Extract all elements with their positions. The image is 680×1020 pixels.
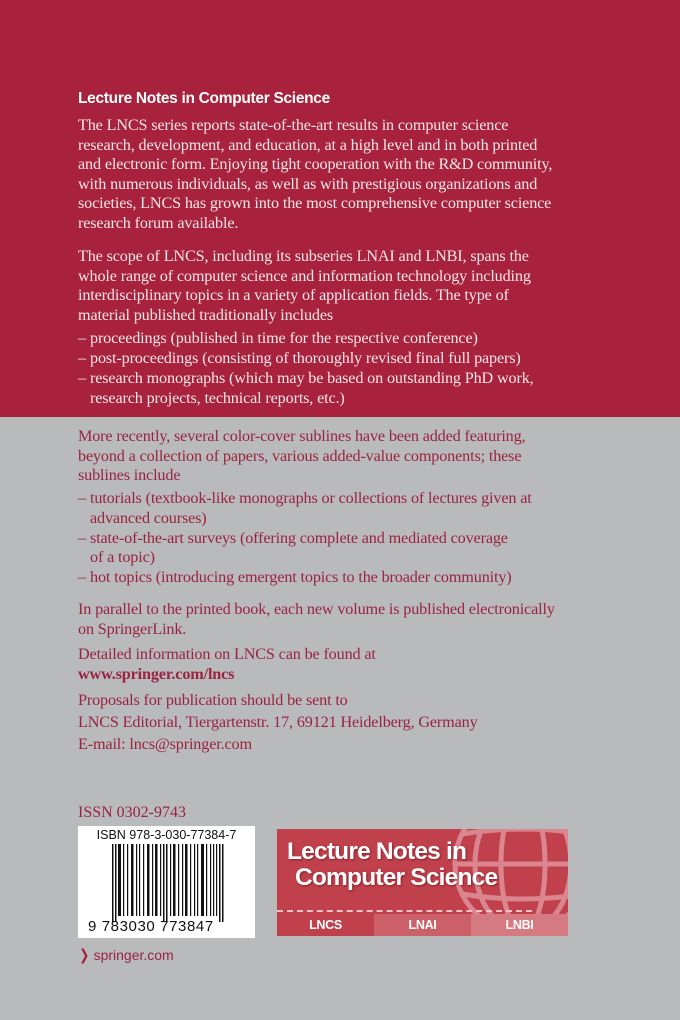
springer-link-label: springer.com	[93, 947, 174, 963]
text-line: tutorials (textbook-like monographs or collections of lectures given at	[90, 489, 532, 507]
subseries-lncs: LNCS	[277, 914, 374, 936]
dashed-divider	[277, 910, 532, 912]
text-line: on SpringerLink.	[78, 619, 187, 638]
logo-title-line: Lecture Notes in	[287, 838, 467, 865]
isbn-label: ISBN 978-3-030-77384-7	[96, 828, 237, 842]
text-line: post-proceedings (consisting of thoroughly revised final full papers)	[90, 349, 521, 368]
sublines-list	[78, 489, 618, 588]
list-item	[78, 489, 618, 528]
chevron-right-icon: ❯	[79, 947, 90, 964]
dash-bullet-icon: –	[78, 568, 86, 587]
subseries-lnai: LNAI	[374, 914, 471, 936]
logo-title	[287, 839, 497, 891]
text-line: state-of-the-art surveys (offering complete and mediated coverage	[90, 528, 508, 547]
lncs-url-link[interactable]: www.springer.com/lncs	[78, 664, 235, 683]
dash-bullet-icon: –	[78, 528, 86, 547]
text-line: of a topic)	[90, 548, 155, 567]
logo-title-line: Computer Science	[295, 864, 498, 891]
dash-bullet-icon: –	[78, 349, 86, 368]
issn-number: ISSN 0302-9743	[78, 804, 187, 821]
list-item	[78, 349, 618, 369]
text-line: More recently, several color-cover sublines have been added featuring,	[78, 427, 526, 445]
dash-bullet-icon: –	[78, 369, 86, 388]
list-item	[78, 329, 618, 349]
material-types-list	[78, 329, 618, 409]
text-line: beyond a collection of papers, various added-value components; these	[78, 446, 522, 465]
info-paragraph	[78, 645, 618, 684]
text-line: advanced courses)	[90, 508, 207, 527]
text-line: with numerous individuals, as well as with prestigious organizations and	[78, 174, 538, 193]
text-line: The LNCS series reports state-of-the-art results in computer science	[78, 116, 509, 134]
subseries-lnbi: LNBI	[471, 914, 568, 936]
lncs-logo	[277, 829, 568, 936]
barcode-digits: 9 783030 773847	[88, 918, 214, 935]
text-line: The scope of LNCS, including its subseries LNAI and LNBI, spans the	[78, 247, 529, 265]
text-line: sublines include	[78, 466, 181, 485]
text-line: research projects, technical reports, etc.)	[90, 388, 345, 407]
text-line: and electronic form. Enjoying tight cooperation with the R&D community,	[78, 155, 553, 174]
barcode-icon	[112, 844, 224, 922]
text-line: societies, LNCS has grown into the most comprehensive computer science	[78, 194, 552, 213]
text-line: interdisciplinary topics in a variety of application fields. The type of	[78, 286, 509, 305]
list-item	[78, 529, 618, 568]
subseries-band	[277, 914, 568, 936]
intro-paragraph	[78, 116, 618, 234]
editorial-address: LNCS Editorial, Tiergartenstr. 17, 69121 Heidelberg, Germany	[78, 713, 478, 731]
text-line: hot topics (introducing emergent topics to the broader community)	[90, 568, 512, 587]
sublines-paragraph	[78, 427, 618, 486]
text-line: proceedings (published in time for the respective conference)	[90, 329, 478, 347]
series-title: Lecture Notes in Computer Science	[78, 90, 330, 107]
dash-bullet-icon: –	[78, 489, 86, 507]
text-line: whole range of computer science and information technology including	[78, 266, 531, 285]
text-line: research monographs (which may be based on outstanding PhD work,	[90, 369, 534, 388]
email-link[interactable]: E-mail: lncs@springer.com	[78, 735, 252, 753]
text-line: research, development, and education, at a high level and in both printed	[78, 135, 538, 154]
text-line: Proposals for publication should be sent to	[78, 691, 348, 709]
isbn-barcode	[78, 826, 255, 938]
electronic-paragraph	[78, 600, 618, 639]
proposals-paragraph	[78, 689, 618, 755]
scope-paragraph	[78, 247, 618, 325]
list-item	[78, 568, 618, 588]
springer-link[interactable]	[78, 946, 174, 964]
text-line: In parallel to the printed book, each new volume is published electronically	[78, 600, 555, 618]
text-line: Detailed information on LNCS can be found at	[78, 645, 376, 663]
text-line: material published traditionally includes	[78, 305, 334, 324]
list-item	[78, 369, 618, 408]
text-line: research forum available.	[78, 213, 239, 232]
dash-bullet-icon: –	[78, 329, 86, 347]
